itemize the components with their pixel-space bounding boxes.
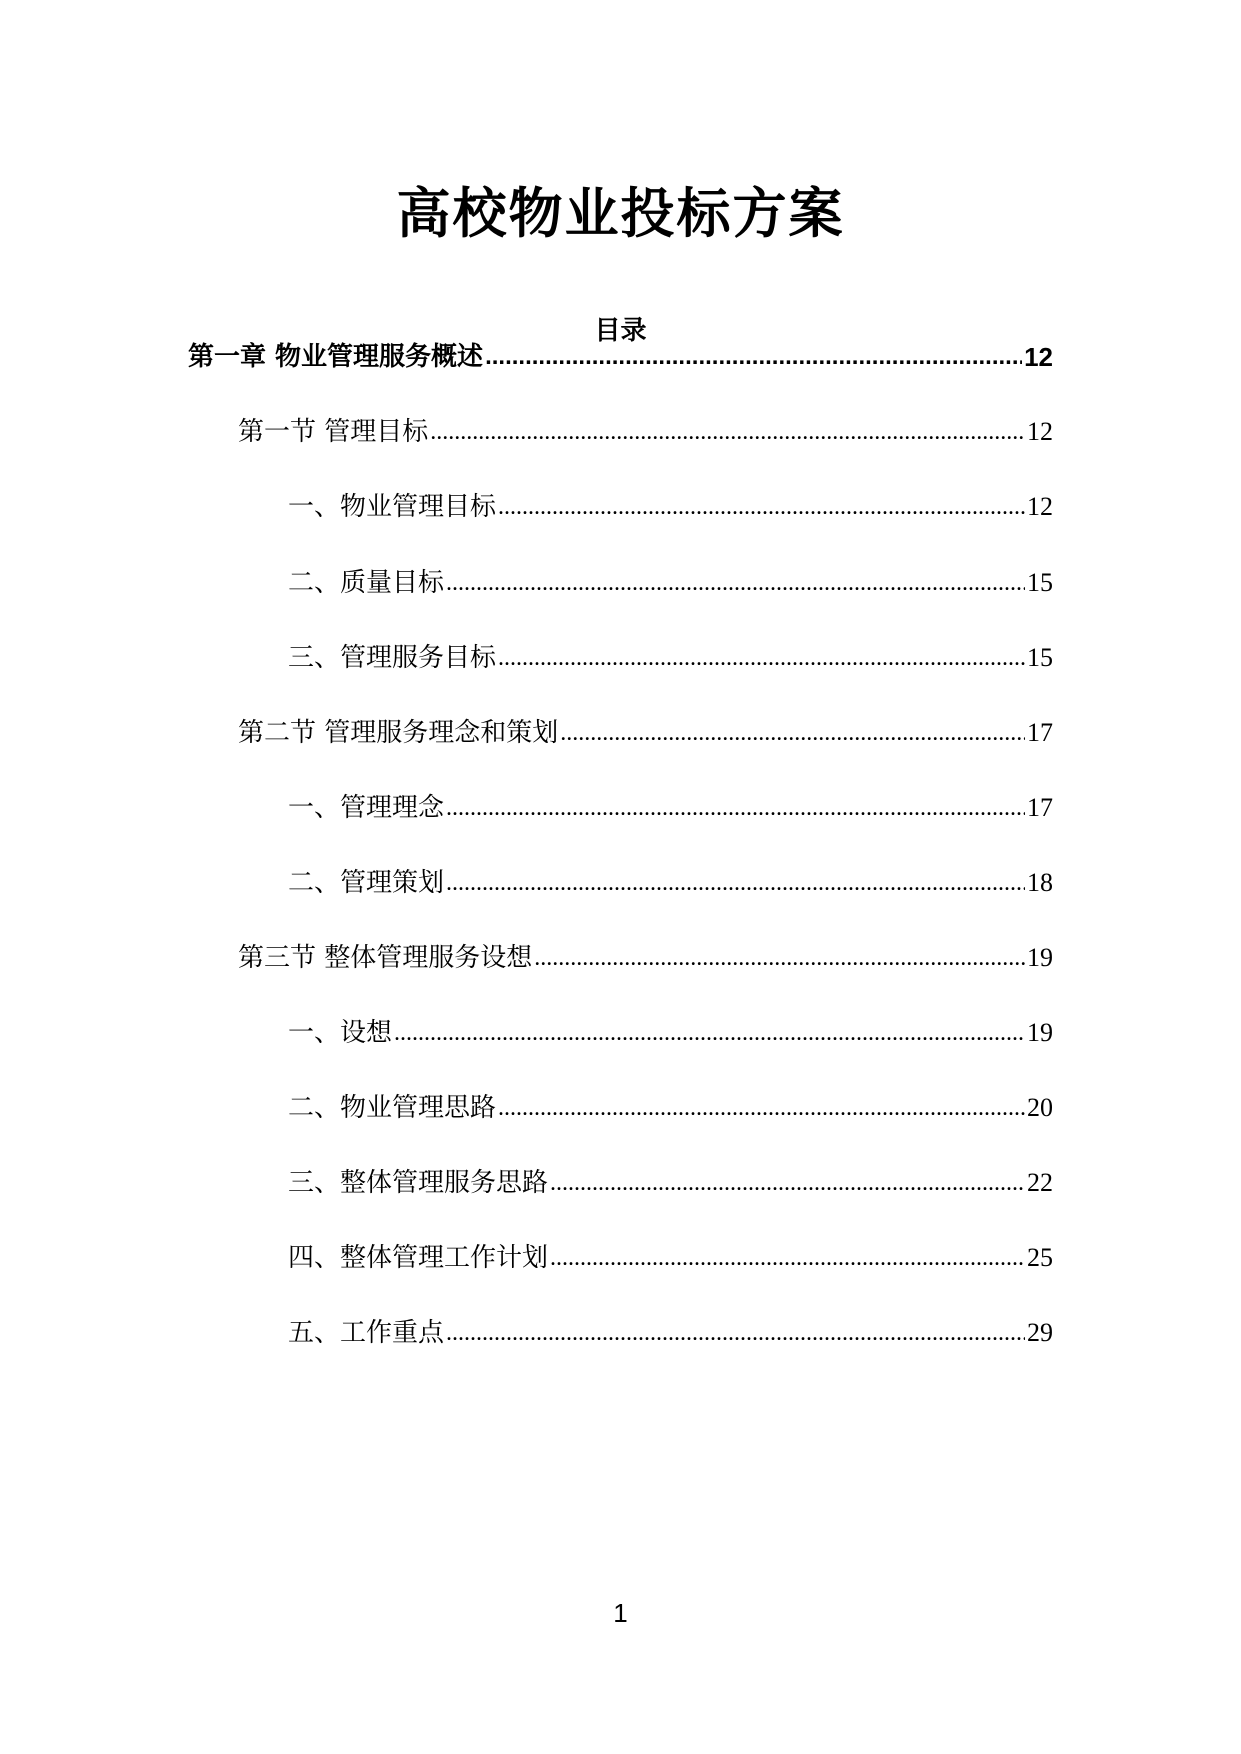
toc-entry-item[interactable] xyxy=(288,635,1053,675)
toc-leader-dots xyxy=(430,415,1025,449)
toc-leader-dots xyxy=(394,1016,1025,1050)
toc-leader-dots xyxy=(498,490,1025,524)
toc-entry-label: 第三节 整体管理服务设想 xyxy=(238,943,533,973)
toc-entry-page: 12 xyxy=(1027,417,1053,446)
toc-leader-dots xyxy=(446,866,1025,900)
toc-entry-item[interactable] xyxy=(288,1160,1053,1200)
toc-entry-label: 三、管理服务目标 xyxy=(288,643,497,673)
toc-leader-dots xyxy=(446,566,1025,600)
toc-entry-page: 29 xyxy=(1027,1318,1053,1347)
toc-entry-item[interactable] xyxy=(288,484,1053,524)
toc-entry-page: 19 xyxy=(1027,943,1053,972)
toc-leader-dots xyxy=(498,641,1025,675)
toc-entry-label: 第一节 管理目标 xyxy=(238,417,429,447)
toc-entry-label: 二、质量目标 xyxy=(288,568,445,598)
toc-entry-label: 二、管理策划 xyxy=(288,868,445,898)
toc-entry-label: 第二节 管理服务理念和策划 xyxy=(238,718,559,748)
toc-entry-label: 第一章 物业管理服务概述 xyxy=(188,342,484,372)
toc-entry-page: 25 xyxy=(1027,1243,1053,1272)
toc-entry-chapter-1[interactable] xyxy=(188,334,1053,374)
toc-entry-page: 15 xyxy=(1027,643,1053,672)
page-number: 1 xyxy=(613,1598,628,1628)
toc-entry-label: 四、整体管理工作计划 xyxy=(288,1243,549,1273)
toc-entry-page: 12 xyxy=(1027,492,1053,521)
toc-entry-page: 22 xyxy=(1027,1168,1053,1197)
toc-entry-section-2[interactable] xyxy=(238,710,1053,750)
toc-leader-dots xyxy=(446,1316,1025,1350)
toc-entry-item[interactable] xyxy=(288,860,1053,900)
toc-leader-dots xyxy=(446,791,1025,825)
toc-entry-page: 12 xyxy=(1024,342,1053,372)
toc-entry-page: 17 xyxy=(1027,718,1053,747)
toc-leader-dots xyxy=(534,941,1025,975)
toc-entry-page: 20 xyxy=(1027,1093,1053,1122)
toc-entry-item[interactable] xyxy=(288,1085,1053,1125)
toc-entry-label: 一、设想 xyxy=(288,1018,393,1048)
toc-leader-dots xyxy=(560,716,1025,750)
toc-entry-label: 一、物业管理目标 xyxy=(288,492,497,522)
toc-entry-item[interactable] xyxy=(288,560,1053,600)
toc-entry-label: 一、管理理念 xyxy=(288,793,445,823)
toc-entry-label: 三、整体管理服务思路 xyxy=(288,1168,549,1198)
toc-leader-dots xyxy=(498,1091,1025,1125)
toc-entry-page: 18 xyxy=(1027,868,1053,897)
toc-heading: 目录 xyxy=(594,316,647,346)
toc-entry-item[interactable] xyxy=(288,1310,1053,1350)
toc-entry-item[interactable] xyxy=(288,785,1053,825)
toc-leader-dots xyxy=(485,340,1022,374)
toc-entry-item[interactable] xyxy=(288,1235,1053,1275)
toc-entry-page: 17 xyxy=(1027,793,1053,822)
toc-entry-page: 19 xyxy=(1027,1018,1053,1047)
toc-entry-page: 15 xyxy=(1027,568,1053,597)
toc-leader-dots xyxy=(550,1166,1025,1200)
toc-entry-label: 五、工作重点 xyxy=(288,1318,445,1348)
toc-leader-dots xyxy=(550,1241,1025,1275)
toc-entry-section-3[interactable] xyxy=(238,935,1053,975)
toc-entry-label: 二、物业管理思路 xyxy=(288,1093,497,1123)
toc-entry-section-1[interactable] xyxy=(238,409,1053,449)
page-title: 高校物业投标方案 xyxy=(396,182,845,245)
toc-entry-item[interactable] xyxy=(288,1010,1053,1050)
